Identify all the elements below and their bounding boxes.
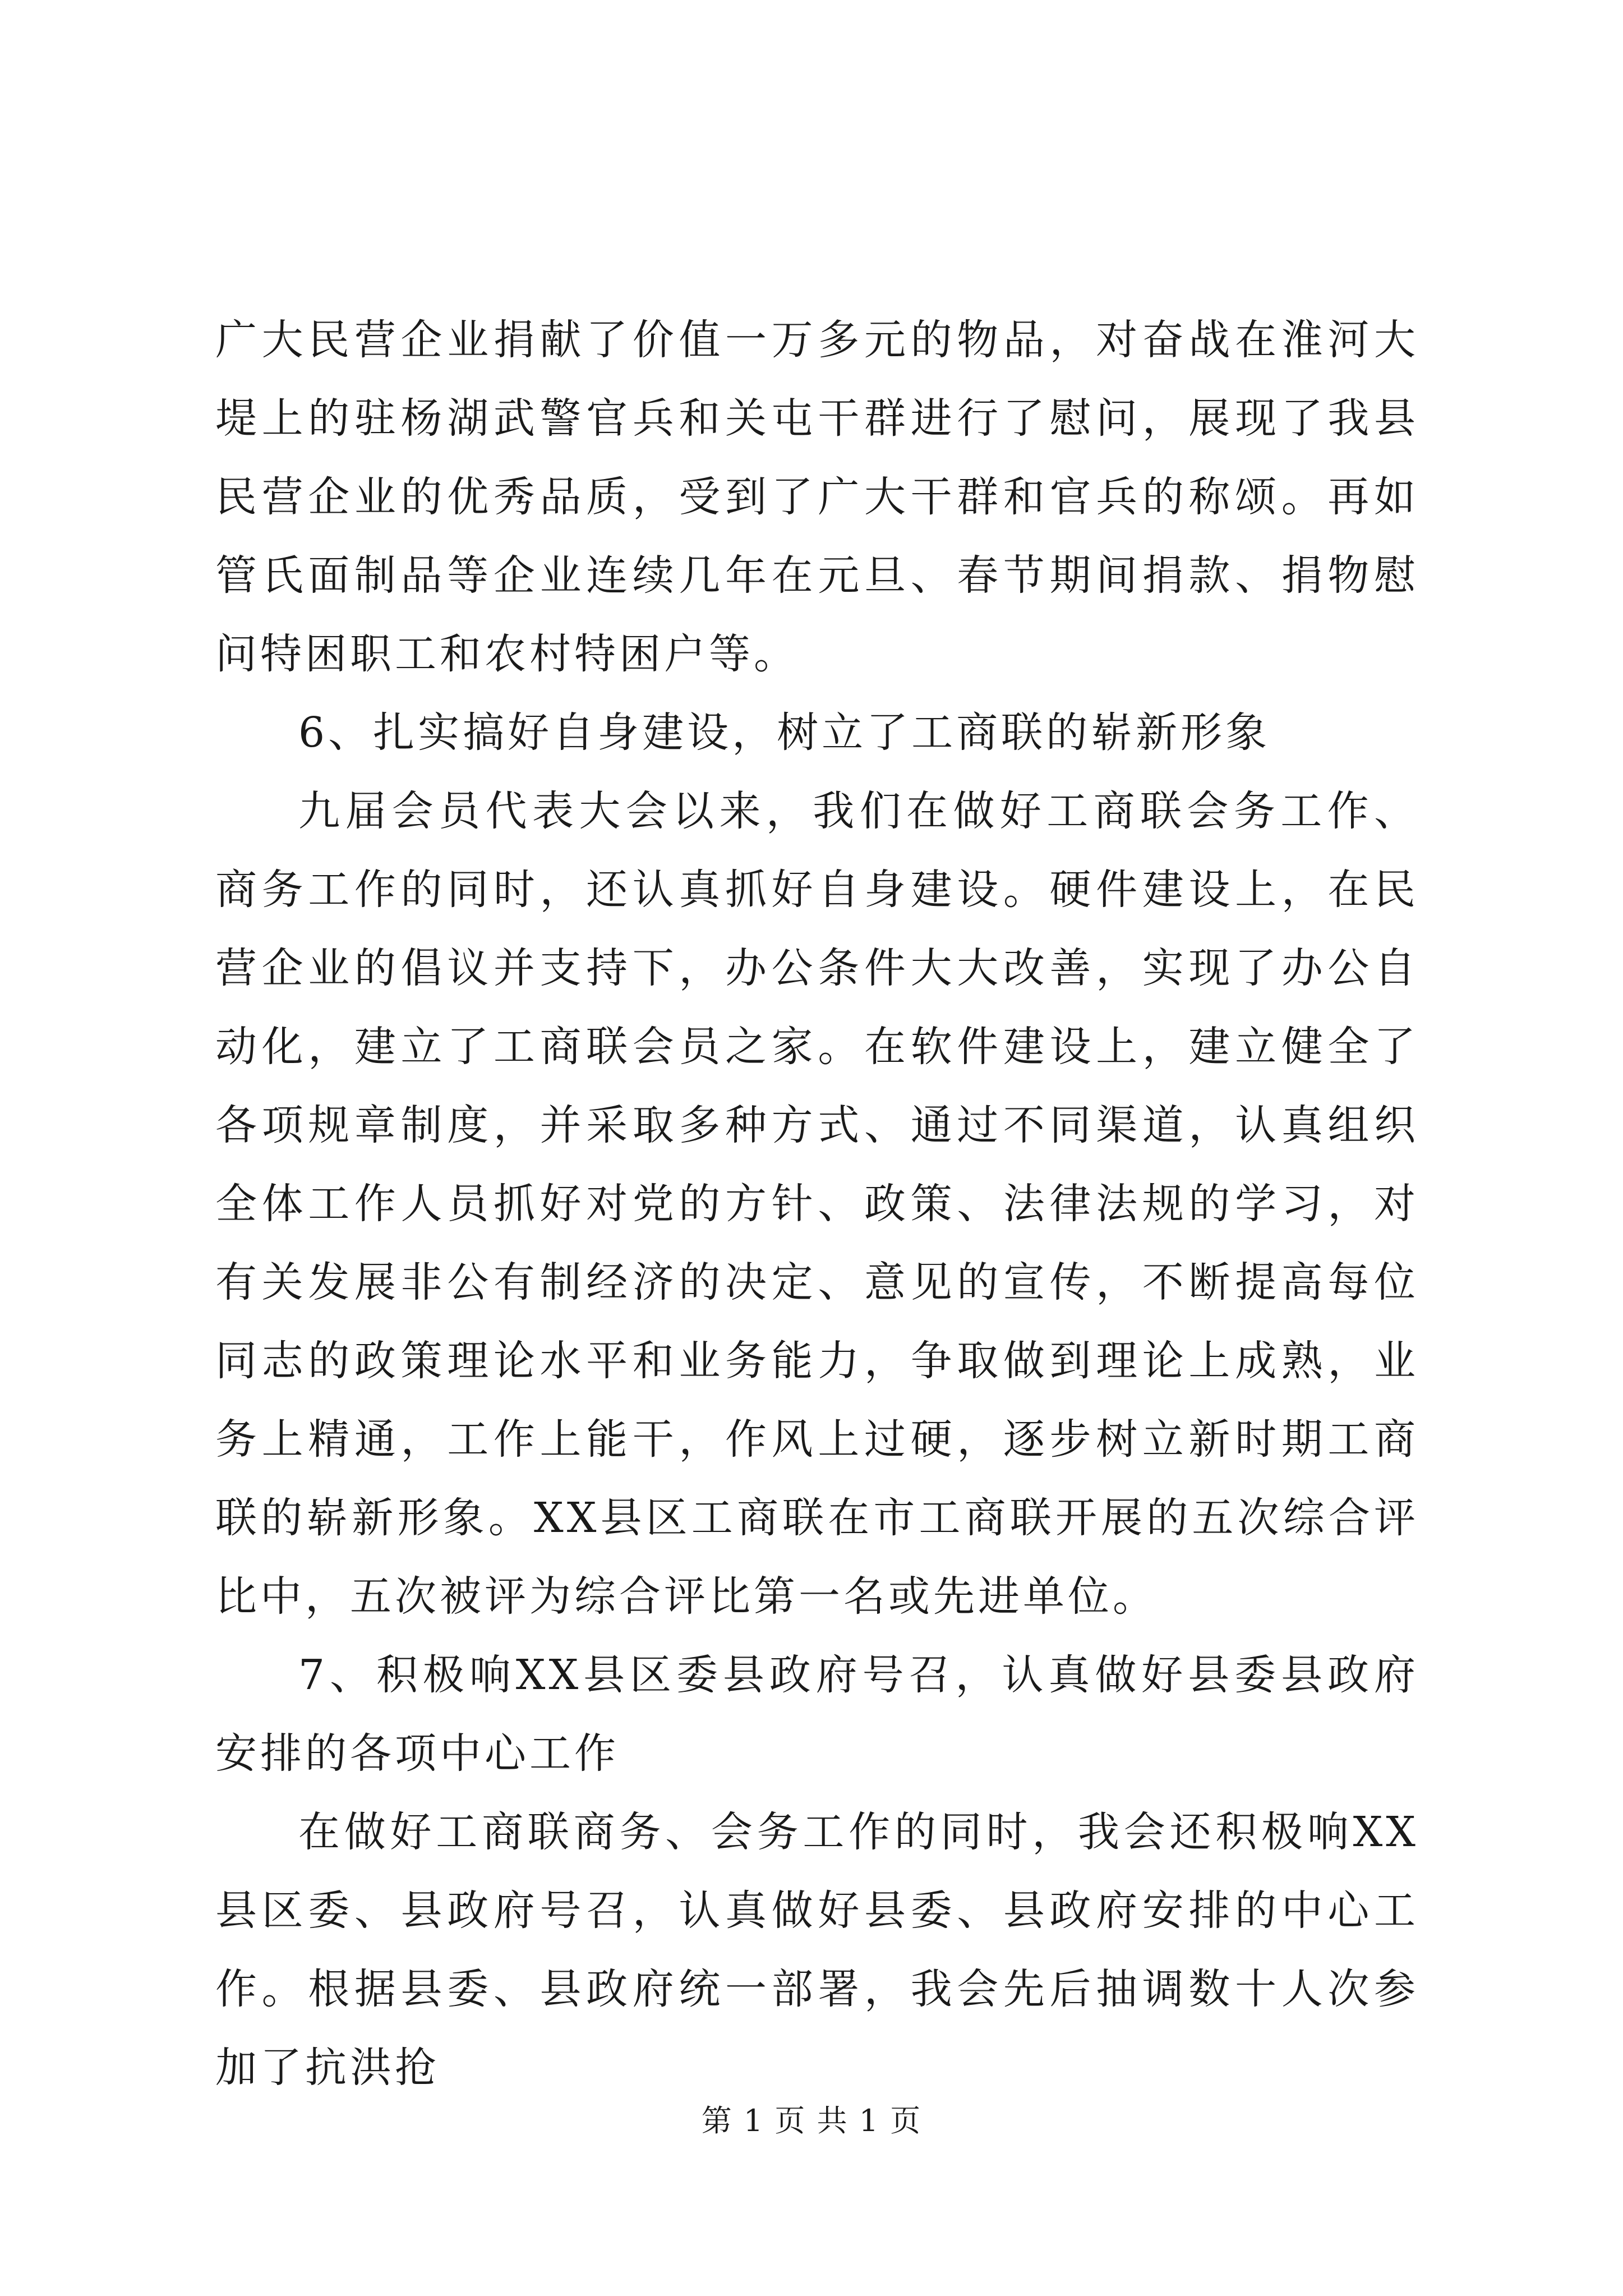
document-body <box>215 301 1419 2107</box>
section-heading-7: 7、积极响XX县区委县政府号召，认真做好县委县政府安排的各项中心工作 <box>215 1651 1419 1778</box>
page-number-footer: 第 1 页 共 1 页 <box>701 2103 922 2138</box>
paragraph-self-construction: 九届会员代表大会以来，我们在做好工商联会务工作、商务工作的同时，还认真抓好自身建设。硬件建设上，在民营企业的倡议并支持下，办公条件大大改善，实现了办公自动化，建立了工商联会员之家。在软件建设上，建立健全了各项规章制度，并采取多种方式、通过不同渠道，认真组织全体工作人员抓好对党的方针、政策、法律法规的学习，对有关发展非公有制经济的决定、意见的宣传，不断提高每位同志的政策理论水平和业务能力，争取做到理论上成熟，业务上精通，工作上能干，作风上过硬，逐步树立新时期工商联的崭新形象。XX县区工商联在市工商联开展的五次综合评比中，五次被评为综合评比第一名或先进单位。 <box>215 787 1419 1621</box>
section-heading-6: 6、扎实搞好自身建设，树立了工商联的崭新形象 <box>298 708 1271 757</box>
paragraph-central-work: 在做好工商联商务、会务工作的同时，我会还积极响XX县区委、县政府号召，认真做好县委、县政府安排的中心工作。根据县委、县政府统一部署，我会先后抽调数十人次参加了抗洪抢 <box>215 1808 1419 2092</box>
paragraph-donations-continued: 广大民营企业捐献了价值一万多元的物品，对奋战在淮河大堤上的驻杨湖武警官兵和关屯干群进行了慰问，展现了我县民营企业的优秀品质，受到了广大干群和官兵的称颂。再如管氏面制品等企业连续几年在元旦、春节期间捐款、捐物慰问特困职工和农村特困户等。 <box>215 316 1419 678</box>
